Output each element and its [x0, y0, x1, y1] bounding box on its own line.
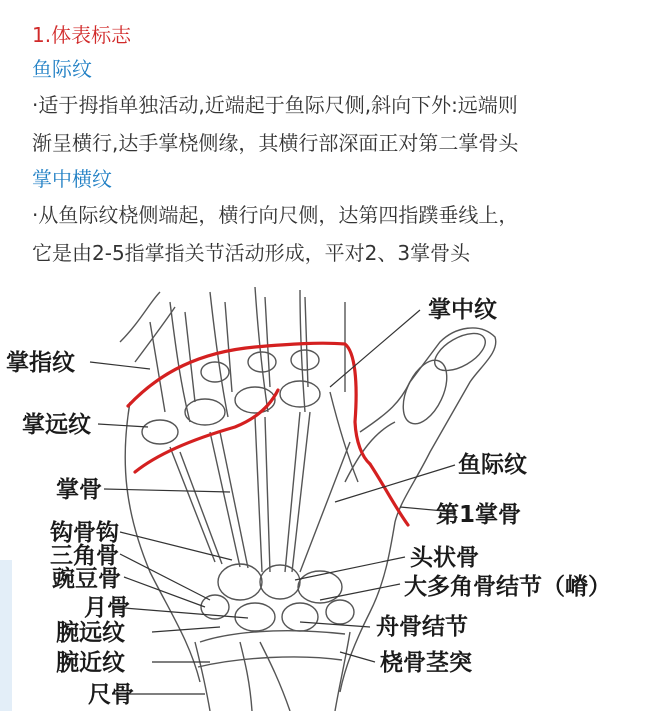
- label-pisiform: 豌豆骨: [52, 566, 121, 592]
- label-thenar-crease: 鱼际纹: [458, 452, 527, 478]
- description-line: ·适于拇指单独活动,近端起于鱼际尺侧,斜向下外:远端则: [32, 93, 518, 117]
- text-section: [32, 18, 632, 272]
- label-triquetrum: 三角骨: [50, 543, 119, 569]
- label-lunate: 月骨: [84, 595, 130, 621]
- description-line: 渐呈横行,达手掌桡侧缘，其横行部深面正对第二掌骨头: [32, 131, 519, 155]
- left-labels: [6, 349, 134, 708]
- label-trapezium-tubercle: 大多角骨结节（嵴）: [404, 574, 611, 600]
- label-proximal-wrist-crease: 腕近纹: [56, 650, 125, 676]
- label-metacarpal: 掌骨: [56, 477, 102, 503]
- label-radial-styloid: 桡骨茎突: [380, 650, 472, 676]
- label-palmar-digital-crease: 掌指纹: [6, 350, 75, 376]
- subtitle-middle-transverse-crease: 掌中横纹: [32, 167, 112, 191]
- label-midpalmar-crease: 掌中纹: [428, 297, 497, 323]
- label-hamate-hook: 钩骨钩: [50, 520, 119, 546]
- label-scaphoid-tubercle: 舟骨结节: [376, 614, 468, 640]
- thenar-crease-line: [370, 464, 408, 525]
- description-line: 它是由2-5指掌指关节活动形成，平对2、3掌骨头: [32, 241, 471, 265]
- label-distal-palmar-crease: 掌远纹: [22, 412, 91, 438]
- hand-anatomy-figure: [0, 282, 655, 711]
- description-line: ·从鱼际纹桡侧端起，横行向尺侧，达第四指蹼垂线上，: [32, 203, 519, 227]
- hand-drawing: [120, 287, 496, 711]
- section-title: 1.体表标志: [32, 23, 132, 47]
- label-distal-wrist-crease: 腕远纹: [56, 620, 125, 646]
- label-first-metacarpal: 第1掌骨: [436, 502, 522, 528]
- label-ulna: 尺骨: [88, 682, 134, 708]
- label-capitate: 头状骨: [410, 545, 479, 571]
- subtitle-thenar-crease: 鱼际纹: [32, 57, 92, 81]
